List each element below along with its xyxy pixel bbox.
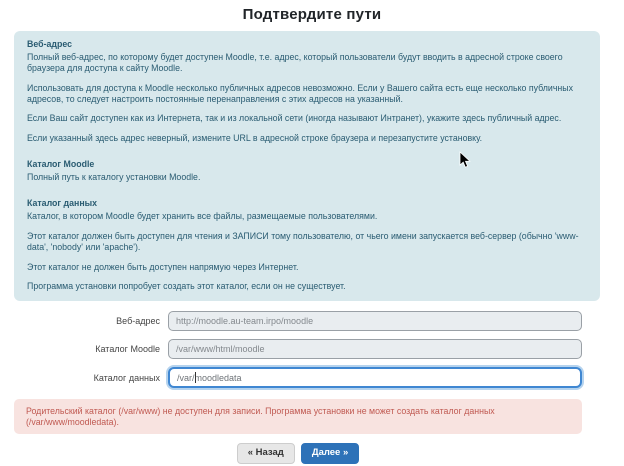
next-button[interactable]: Далее » xyxy=(301,443,359,464)
info-section-heading: Каталог данных xyxy=(27,198,98,209)
moodle-dir-input[interactable] xyxy=(168,339,582,359)
page-title: Подтвердите пути xyxy=(242,6,382,23)
form-row-moodle-dir xyxy=(14,339,600,359)
info-paragraph: Если Ваш сайт доступен как из Интернета, так и из локальной сети (иногда называют Интранет), укажите здесь публичный адрес. xyxy=(27,113,562,124)
back-button[interactable]: « Назад xyxy=(237,443,295,464)
paths-form xyxy=(14,311,600,388)
info-paragraph: Полный веб-адрес, по которому будет доступен Moodle, т.е. адрес, который пользователи будут вводить в адресной строке своего браузера для доступа к сайту Moodle. xyxy=(27,52,563,74)
button-row xyxy=(14,443,582,464)
form-row-data-dir xyxy=(14,367,600,388)
info-section-heading: Каталог Moodle xyxy=(27,159,95,170)
info-section xyxy=(27,159,587,183)
form-row-web-address xyxy=(14,311,600,331)
info-section xyxy=(27,39,587,144)
data-dir-input[interactable] xyxy=(168,367,582,388)
data-dir-input-wrap xyxy=(168,367,582,388)
info-paragraph: Этот каталог не должен быть доступен напрямую через Интернет. xyxy=(27,261,299,272)
info-paragraph: Использовать для доступа к Moodle несколько публичных адресов невозможно. Если у Вашего сайта есть еще несколько публичных адресов, то следует настроить постоянные перенаправления с этих адресов на указанный. xyxy=(27,82,574,104)
info-paragraph: Если указанный здесь адрес неверный, измените URL в адресной строке браузера и перезапустите установку. xyxy=(27,132,483,143)
info-section-heading: Веб-адрес xyxy=(27,39,73,49)
info-paragraph: Программа установки попробует создать этот каталог, если он не существует. xyxy=(27,281,346,292)
data-dir-label: Каталог данных xyxy=(93,372,160,383)
web-address-input[interactable] xyxy=(168,311,582,331)
text-caret xyxy=(195,372,196,383)
content xyxy=(14,31,600,464)
info-paragraph: Каталог, в котором Moodle будет хранить все файлы, размещаемые пользователями. xyxy=(27,211,378,222)
info-section xyxy=(27,198,587,292)
moodle-dir-label: Каталог Moodle xyxy=(95,344,160,355)
info-paragraph: Этот каталог должен быть доступен для чтения и ЗАПИСИ тому пользователю, от чьего имени запускается веб-сервер (обычно 'www-data', 'nobody' или 'apache'). xyxy=(27,230,579,252)
web-address-label: Веб-адрес xyxy=(116,316,160,327)
error-alert: Родительский каталог (/var/www) не доступен для записи. Программа установки не может создать каталог данных (/var/www/moodledata). xyxy=(14,399,582,434)
info-box xyxy=(14,31,600,301)
info-paragraph: Полный путь к каталогу установки Moodle. xyxy=(27,172,201,183)
